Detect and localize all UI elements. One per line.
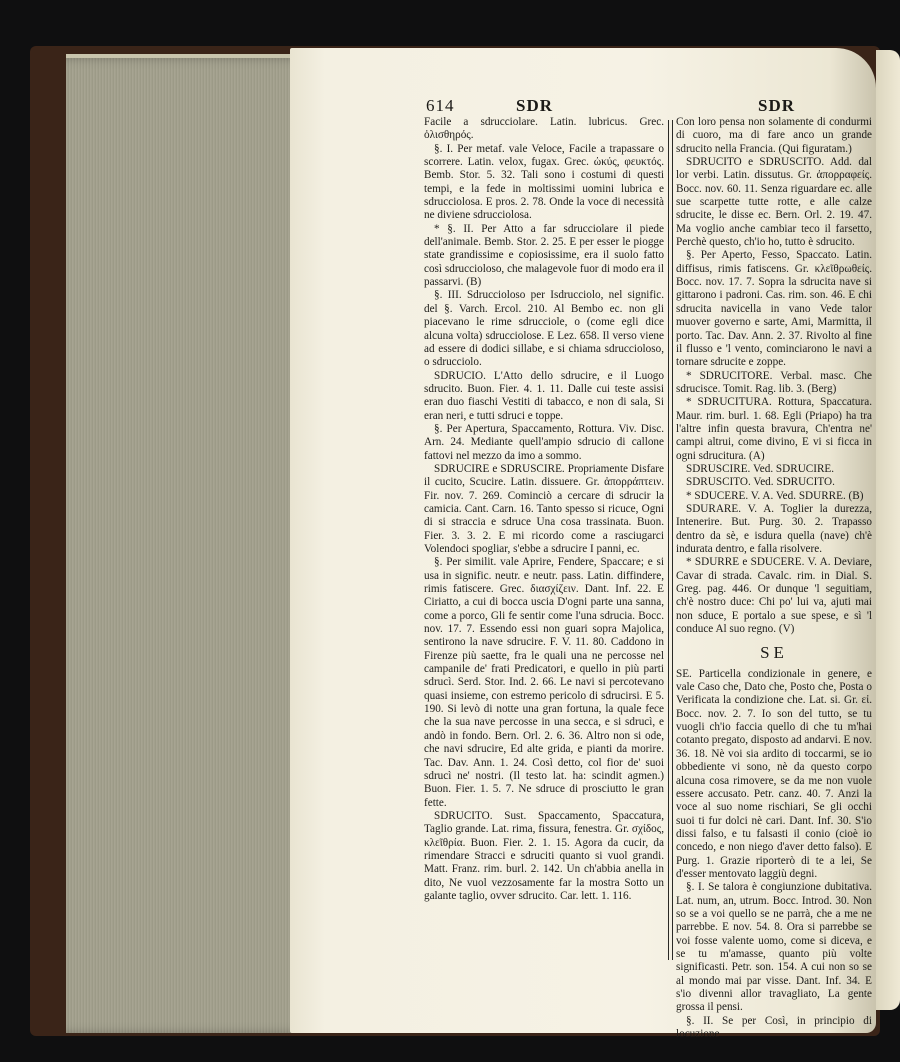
entry-paragraph: SDURARE. V. A. Toglier la durezza, Intenerire. But. Purg. 30. 2. Trapasso dentro da sè, e isdura quella (nave) ch'è indurata dentro, e falla risolvere.: [676, 502, 872, 555]
dictionary-page: [290, 48, 876, 1041]
entry-paragraph: SDRUCIRE e SDRUSCIRE. Propriamente Disfare il cucito, Scucire. Latin. dissuere. Gr. ἀπορράπτειν. Fir. nov. 7. 269. Cominciò a cercare di sdrucir la camicia. Cant. Carn. 16. Tanto spesso si ricuce, Ogni di si straccia e sdruce Una cosa trassinata. Buon. Fier. 3. 3. 2. E mi ricordo come a rasciugarci Volendoci spogliar, s'ebbe a sdrucire I panni, ec.: [424, 462, 664, 555]
entry-paragraph: * §. II. Per Atto a far sdrucciolare il piede dell'animale. Bemb. Stor. 2. 25. E per esser le piogge state grandissime e copiosissime, era il suolo fatto così sdruccioloso, che malagevole fuor di modo era il passarvi. (B): [424, 222, 664, 289]
entry-paragraph: §. Per similit. vale Aprire, Fendere, Spaccare; e si usa in signific. neutr. e neutr. pass. Latin. diffindere, rimis fatiscere. Grec. διασχίζειν. Dant. Inf. 22. E Ciriatto, a cui di bocca uscia D'ogni parte una sanna, come a porco, Gli fe sentir come l'una sdrucia. Bocc. nov. 17. 7. Essendo essi non guari sopra Majolica, sentirono la nave sdrucire. F. V. 11. 80. Caddono in Firenze più saette, fra le quali una ne percosse nel campanile de' frati Predicatori, e quello in più parti sdrucì. Serd. Stor. Ind. 2. 66. Le navi si percotevano quasi insieme, con estremo pericolo di sdrucirsi. E 5. 190. Si levò di notte una gran fortuna, la quale fece che la sua nave percosse in una secca, e si sdrucì, e andò in fondo. Bern. Orl. 2. 6. 36. Altro non si ode, che navi sdrucire, Ed alte grida, e pianti da morire. Tac. Dav. Ann. 1. 24. Così detto, col fior de' suoi sdrucì ne' nostri. (Il testo lat. ha: scindit agmen.) Buon. Fier. 1. 5. 7. Ne sdruce di prosciutto le gran fette.: [424, 556, 664, 809]
entry-paragraph: Con loro pensa non solamente di condurmi di cuoro, ma di fare anco un grande sdrucito nella Francia. (Qui figuratam.): [676, 116, 872, 155]
entry-paragraph: * SDURRE e SDUCERE. V. A. Deviare, Cavar di strada. Cavalc. rim. in Dial. S. Greg. pag. 446. Or dunque 'l seguitiam, ch'è nostro duce: Chi po' lui va, ajuti mai non sduce, E portalo a sue spese, e sì 'l conduce Al suo regno. (V): [676, 556, 872, 636]
page-edges: [66, 58, 328, 1033]
entry-paragraph: SDRUSCIRE. Ved. SDRUCIRE.: [686, 462, 835, 475]
entry-paragraph: §. II. Se per Così, in principio di locuzione: [676, 1014, 872, 1041]
entry-paragraph: Facile a sdrucciolare. Latin. lubricus. Grec. ὀλισθηρός.: [424, 116, 664, 142]
entry-paragraph: SDRUSCITO. Ved. SDRUCITO.: [686, 476, 835, 489]
entry-paragraph: §. Per Apertura, Spaccamento, Rottura. Viv. Disc. Arn. 24. Mediante quell'ampio sdrucio di callone fattovi nel mezzo da imo a sommo.: [424, 422, 664, 462]
entry-paragraph: §. I. Per metaf. vale Veloce, Facile a trapassare o scorrere. Latin. velox, fugax. Grec. ὠκύς, φευκτός. Bemb. Stor. 5. 32. Tali sono i costumi di questi tempi, e la fede in moltissimi uomini lubrica e sdrucciolosa. E pros. 2. 78. Onde la voce di necessità ne diviene sdrucciolosa.: [424, 142, 664, 222]
left-running-head: SDR: [516, 96, 554, 115]
left-column: [424, 116, 664, 976]
entry-paragraph: SDRUCITO. Sust. Spaccamento, Spaccatura, Taglio grande. Lat. rima, fissura, fenestra. Gr. σχίδος, κλεῖθρία. Buon. Fier. 2. 1. 15. Agora da cucir, da rimendare Stracci e sdruciti quanto si vuol grandi. Matt. Franz. rim. burl. 2. 142. Un ch'abbia anella in dito, Ne vuol vezzosamente far la mostra Sotto un galante taglio, ovver sdrucito. Car. lett. 1. 116.: [424, 809, 664, 902]
book: [30, 40, 898, 1050]
entry-paragraph: §. Per Aperto, Fesso, Spaccato. Latin. diffisus, rimis fatiscens. Gr. κλεῖθρωθείς. Bocc. nov. 17. 7. Sopra la sdrucita nave si gittarono i padroni. Cas. rim. son. 46. E chi sdrucita navicella in vano Vede talor muover governo e sarte, Ami, Marmitta, il porto. Tac. Dav. Ann. 2. 37. Rivolto al fine il flusso e 'l vento, cominciarono le navi a tornare sdrucite e zoppe.: [676, 249, 872, 369]
entry-paragraph: SDRUCITO e SDRUSCITO. Add. dal lor verbi. Latin. dissutus. Gr. ἀπορραφείς. Bocc. nov. 60. 11. Senza riguardare ec. alle sue scarpette tutte rotte, e alle calze sdrucite, le disse ec. Bern. Orl. 2. 19. 47. Ma voglio anche cambiar teco il farsetto, Perchè questo, ch'io ho, tutto è sdrucito.: [676, 156, 872, 249]
entry-paragraph: * SDUCERE. V. A. Ved. SDURRE. (B): [686, 489, 864, 502]
page-number: 614: [426, 96, 455, 115]
right-running-head: SDR: [758, 96, 796, 115]
entry-paragraph: §. I. Se talora è congiunzione dubitativa. Lat. num, an, utrum. Bocc. Introd. 30. Non so se a voi quello se ne parrà, che a me ne parrebbe. E nov. 54. 8. Ora si parrebbe se voi fosse valente uomo, come si diceva, e se tu m'amasse, quanto più volte significasti. Petr. son. 154. A cui non so se al mondo mai par visse. Dant. Inf. 34. E s'io divenni allor travagliato, La gente grossa il pensi.: [676, 881, 872, 1014]
column-divider: [668, 120, 673, 960]
right-column: [676, 116, 872, 1041]
entry-paragraph: * SDRUCITORE. Verbal. masc. Che sdrucisce. Tomit. Rag. lib. 3. (Berg): [676, 369, 872, 395]
entry-paragraph: §. III. Sdruccioloso per Isdrucciolo, nel signific. del §. Varch. Ercol. 210. Al Bembo ec. non gli piacevano le rime sdrucciole, o (come egli dice alcuna volta) sdrucciolose. E Lez. 658. Il verso viene ad essere di dodici sillabe, e si chiama sdruccioloso, o sdrucciolo.: [424, 289, 664, 369]
entry-paragraph: SE. Particella condizionale in genere, e vale Caso che, Dato che, Posto che, Posta o Verificata la condizione che. Lat. si. Gr. εἰ. Bocc. nov. 2. 7. Io son del tutto, se tu vuogli ch'io faccia quello di che tu m'hai cotanto pregato, disposto ad andarvi. E nov. 36. 18. Nè voi sia ardito di toccarmi, se io obbediente vi sono, nè da questo corpo alcuna cosa rimovere, se da me non vuole essere accusato. Petr. canz. 40. 7. Anzi la voce al suo nome rischiari, Se gli occhi suoi ti fur dolci nè cari. Dant. Inf. 30. S'io dissi falso, e tu falsasti il conio (cioè io concedo, e non niego d'aver detto falso). E Purg. 1. Grazie riporterò di te a lei, Se d'esser mentovato laggiù degni.: [676, 667, 872, 880]
entry-paragraph: SDRUCIO. L'Atto dello sdrucire, e il Luogo sdrucito. Buon. Fier. 4. 1. 11. Dalle cui teste assisi eran duo fiaschi Vestiti di tabacco, e non di sala, Si eran neri, e tutti sdruci e toppe.: [424, 369, 664, 422]
section-heading: SE: [760, 643, 788, 663]
entry-paragraph: * SDRUCITURA. Rottura, Spaccatura. Maur. rim. burl. 1. 68. Egli (Priapo) ha tra l'altre infin questa bravura, Ch'entra ne' campi altrui, come divino, E vi si ficca in ogni sdrucitura. (A): [676, 396, 872, 462]
next-page-edge: [876, 50, 900, 1010]
